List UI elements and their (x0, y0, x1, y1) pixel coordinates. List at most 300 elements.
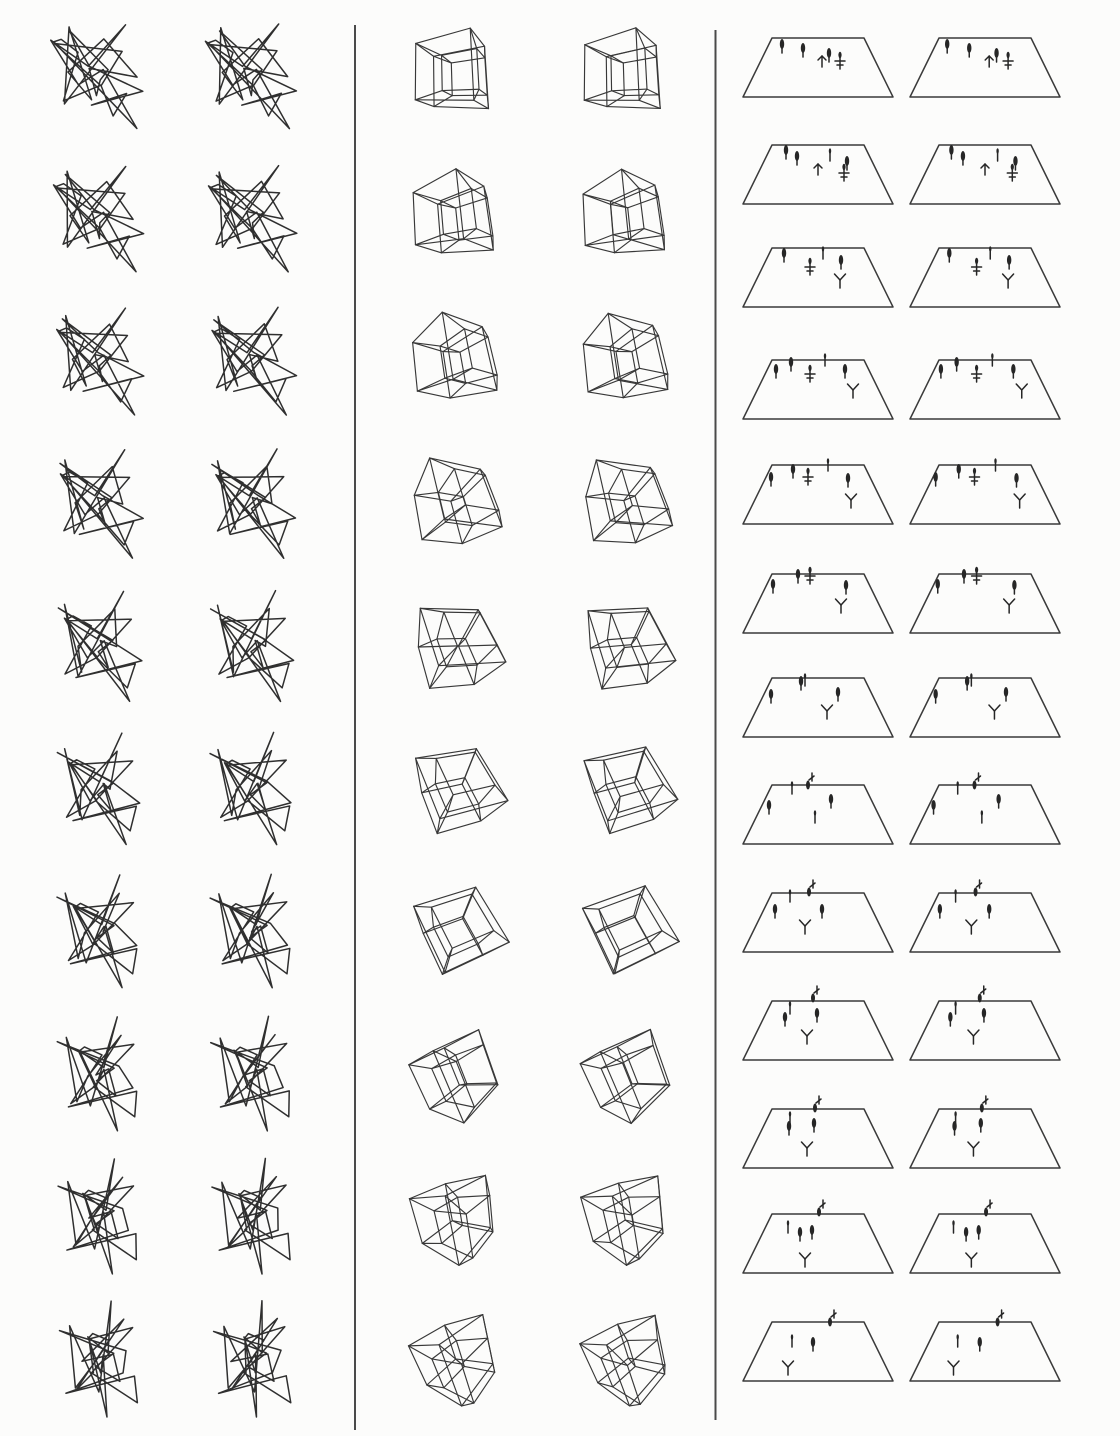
plant-glyph-leafy (973, 773, 981, 790)
plant-glyph-leaf (799, 676, 803, 690)
hypercube-edge (624, 95, 659, 96)
plant-glyph-yfork (848, 384, 859, 398)
hypercube-edge (585, 28, 636, 45)
hypercube-edge (583, 344, 588, 392)
plant-glyph-leaf (789, 357, 793, 371)
hypercube-edge (583, 313, 608, 344)
hypercube-edge (608, 313, 632, 328)
plant-glyph-stem (981, 810, 983, 823)
ground-plane-frame (743, 1310, 893, 1381)
hypercube-edge (462, 527, 502, 544)
stereo-pair-row (413, 169, 664, 253)
plant-glyph-yfork (783, 1361, 794, 1375)
hypercube-edge (441, 240, 459, 253)
hypercube-edge (580, 1047, 617, 1064)
hypercube-edge (622, 169, 629, 239)
plant-glyph-leaf (783, 1012, 787, 1026)
hypercube-edge (612, 89, 647, 91)
plant-glyph-leaf (938, 904, 942, 918)
hypercube-edge (463, 916, 478, 943)
stereo-pair-row (743, 145, 1060, 204)
random-polyline-pairs (51, 24, 297, 1417)
plant-glyph-stroke (948, 1361, 954, 1367)
plant-glyph-leaf (811, 994, 815, 1003)
hypercube-edge (599, 894, 640, 909)
ground-plane-outline (743, 1109, 893, 1168)
plant-glyph-stroke (827, 705, 833, 711)
hypercube-edge (408, 1325, 444, 1346)
hypercube-edge (580, 1052, 600, 1064)
stereo-pair-row (57, 874, 290, 987)
plant-glyph-stroke (840, 274, 846, 280)
ground-plane-frame (910, 1200, 1060, 1273)
hypercube-edge (622, 169, 639, 188)
hypercube-edge (443, 229, 476, 235)
plant-glyph-leaf (836, 687, 840, 701)
hypercube-edge (644, 509, 669, 525)
hypercube-edge (430, 458, 481, 469)
stereo-pair-row (743, 986, 1060, 1060)
random-polyline-frame (60, 450, 143, 558)
plant-glyph-leaf (1007, 52, 1010, 58)
random-polyline-frame (211, 591, 294, 702)
plant-glyph-leaf (975, 365, 978, 371)
hypercube-edge (415, 245, 441, 253)
hypercube-edge (636, 751, 644, 777)
plant-glyph-stem (954, 1001, 956, 1014)
random-polyline-frame (210, 874, 290, 987)
hypercube-edge (631, 1085, 670, 1123)
hypercube-edge (462, 1225, 493, 1231)
plant-glyph-stroke (968, 1030, 974, 1036)
ground-plane-frame (743, 986, 893, 1060)
hypercube-edge (442, 55, 443, 90)
hypercube-edge (644, 751, 664, 784)
hypercube-edge (445, 1175, 485, 1196)
plant-glyph-leaf (782, 248, 786, 262)
plant-glyph-leaf (787, 1121, 791, 1135)
ground-plane-outline (910, 38, 1060, 97)
ground-plane-outline (743, 38, 893, 97)
plant-glyph-yfork (1016, 384, 1027, 398)
plant-glyph-leaf (973, 468, 976, 474)
plant-glyph-cross (1003, 52, 1013, 69)
plant-glyph-leafy (811, 986, 819, 1003)
plant-glyph-leaf (961, 151, 965, 165)
hypercube-edge (641, 1084, 667, 1109)
hypercube-frame (416, 749, 508, 834)
random-polyline-frame (205, 24, 296, 129)
plant-glyph-leaf (815, 1008, 819, 1022)
plant-glyph-stroke (807, 1142, 813, 1148)
hypercube-edge (611, 613, 624, 647)
stereo-pair-row (743, 38, 1060, 97)
hypercube-edge (415, 100, 434, 107)
hypercube-edge (433, 916, 463, 927)
hypercube-edge (465, 638, 477, 665)
ground-plane-outline (910, 1109, 1060, 1168)
ground-plane-outline (743, 360, 893, 419)
ground-plane-outline (743, 893, 893, 952)
hypercube-edge (626, 1259, 639, 1265)
hypercube-edge (466, 1195, 490, 1214)
hypercube-edge (476, 749, 508, 801)
hypercube-edge (600, 1029, 650, 1051)
plant-glyph-leaf (939, 364, 943, 378)
plant-glyph-cross (835, 52, 845, 69)
hypercube-edge (418, 647, 429, 688)
plant-glyph-stem (789, 889, 791, 902)
hypercube-edge (594, 793, 610, 833)
random-polyline-frame (212, 1158, 290, 1274)
hypercube-edge (586, 460, 597, 497)
random-polyline-frame (209, 166, 297, 272)
plant-glyph-leaf (936, 579, 940, 593)
hypercube-edge (580, 1324, 618, 1344)
ground-plane-frame (910, 986, 1060, 1060)
hypercube-edge (637, 611, 649, 637)
hypercube-edge (446, 1084, 467, 1102)
plant-glyph-leaf (769, 472, 773, 486)
hypercube-edge (628, 197, 659, 208)
plant-glyph-leafy (996, 1310, 1004, 1327)
plant-glyph-stroke (841, 599, 847, 605)
hypercube-frame (583, 169, 664, 253)
plant-glyph-leaf (996, 794, 1000, 808)
ground-plane-outline (910, 893, 1060, 952)
plant-glyph-stroke (835, 274, 841, 280)
ground-plane-frame (910, 1310, 1060, 1381)
hypercube-edge (433, 1030, 478, 1051)
plant-glyph-leaf (828, 1318, 832, 1327)
hypercube-edge (604, 916, 634, 928)
plant-glyph-leaf (808, 365, 811, 371)
hypercube-edge (467, 1083, 497, 1084)
plant-glyph-stem (791, 781, 793, 794)
hypercube-edge (413, 343, 418, 392)
hypercube-edge (434, 1211, 442, 1244)
hypercube-edge (485, 1175, 490, 1227)
plant-glyph-stroke (848, 384, 854, 390)
plant-glyph-stroke (853, 384, 859, 390)
plant-glyph-leafy (974, 880, 982, 897)
hypercube-edge (456, 169, 484, 187)
hypercube-edge (444, 612, 480, 613)
plant-glyph-leaf (982, 1008, 986, 1022)
hypercube-edge (588, 608, 648, 611)
plant-glyph-stroke (971, 1253, 977, 1259)
plant-glyph-leaf (784, 145, 788, 159)
hypercube-edge (580, 1064, 600, 1108)
hypercube-edge (413, 193, 415, 245)
hypercube-edge (422, 793, 437, 834)
hypercube-edge (616, 506, 633, 523)
plant-glyph-leaf (844, 580, 848, 594)
hypercube-edge (474, 1083, 496, 1107)
plant-glyph-leaf (978, 1337, 982, 1351)
hypercube-edge (415, 91, 442, 100)
hypercube-edge (409, 1065, 432, 1069)
stereo-pair-row (57, 732, 291, 844)
hypercube-edge (645, 886, 679, 942)
stereo-pair-row (743, 567, 1060, 633)
plant-glyph-stroke (802, 1142, 808, 1148)
plant-glyph-stem (970, 673, 972, 686)
stereo-pair-row (415, 28, 660, 109)
hypercube-edge (618, 1315, 655, 1324)
hypercube-edge (459, 1258, 473, 1265)
hypercube-edge (583, 908, 599, 909)
plant-glyph-stroke (800, 1253, 806, 1259)
ground-plane-frame (910, 673, 1060, 737)
random-polyline-frame (214, 1301, 291, 1417)
ground-plane-frame (743, 567, 893, 633)
plant-glyph-yfork (1014, 494, 1025, 508)
stereo-pair-row (57, 307, 297, 415)
plant-glyph-stroke (1016, 384, 1022, 390)
hypercube-frame (409, 1175, 493, 1265)
plant-glyph-cross (972, 365, 982, 382)
hypercube-frame (584, 28, 660, 109)
plant-glyph-yfork (846, 494, 857, 508)
plant-glyph-leaf (780, 39, 784, 53)
hypercube-edge (632, 506, 668, 509)
stereo-pair-row (414, 886, 680, 975)
hypercube-edge (470, 28, 484, 46)
ground-plane-frame (743, 353, 893, 419)
plant-glyph-leaf (1011, 364, 1015, 378)
plant-glyph-cross (805, 365, 815, 382)
hypercube-edge (463, 887, 476, 919)
hypercube-edge (662, 931, 679, 942)
plant-glyph-stroke (807, 1030, 813, 1036)
random-polyline-frame (57, 875, 137, 988)
hypercube-edge (627, 1365, 640, 1404)
plant-glyph-stroke (1009, 599, 1015, 605)
hypercube-edge (474, 665, 477, 684)
hypercube-frame (588, 608, 676, 689)
plant-glyph-leafy (806, 773, 814, 790)
hypercube-edge (612, 91, 625, 96)
ground-plane-frame (910, 880, 1060, 952)
hypercube-edge (438, 204, 442, 253)
hypercube-edge (581, 1196, 613, 1197)
hypercube-edge (418, 646, 458, 647)
plant-glyph-stroke (1020, 494, 1026, 500)
plant-glyph-cross (805, 258, 815, 275)
hypercube-edge (418, 639, 437, 647)
hypercube-edge (604, 751, 644, 760)
hypercube-frame (580, 1315, 665, 1406)
hypercube-edge (617, 648, 625, 668)
hypercube-edge (603, 1210, 611, 1242)
plant-glyph-leaf (842, 164, 845, 170)
hypercube-edge (647, 89, 659, 95)
stereo-pair-row (743, 1310, 1060, 1381)
hypercube-edge (606, 57, 607, 107)
hypercube-edge (413, 169, 456, 193)
plant-glyph-leaf (977, 1225, 981, 1239)
plant-glyph-leaf (954, 357, 958, 371)
random-polyline-frame (212, 307, 297, 415)
plant-glyph-stroke (805, 920, 811, 926)
hypercube-edge (584, 747, 646, 761)
hypercube-edge (646, 747, 678, 799)
hypercube-frame (415, 28, 488, 108)
plant-glyph-leaf (813, 1104, 817, 1113)
hypercube-edge (596, 460, 650, 468)
hypercube-edge (611, 56, 612, 91)
ground-plane-frame (910, 38, 1060, 97)
plant-glyph-cross (972, 258, 982, 275)
hypercube-edge (416, 43, 442, 55)
hypercube-edge (584, 761, 594, 794)
hypercube-edge (430, 667, 447, 689)
hypercube-edge (434, 107, 488, 109)
hypercube-edge (584, 91, 611, 100)
plant-glyph-cross (970, 468, 980, 485)
plant-glyph-sprout (985, 56, 993, 67)
hypercube-edge (417, 391, 450, 398)
hypercube-edge (466, 1214, 473, 1258)
ground-plane-frame (910, 1096, 1060, 1168)
stereo-pair-row (743, 246, 1060, 307)
hypercube-edge (635, 496, 644, 525)
hypercube-edge (443, 352, 460, 353)
hypercube-edge (474, 1372, 495, 1403)
hypercube-edge (655, 185, 665, 250)
hypercube-edge (465, 613, 480, 639)
hypercube-edge (601, 1063, 622, 1068)
plant-glyph-leaf (810, 1225, 814, 1239)
hypercube-edge (607, 107, 660, 109)
stereo-pair-row (413, 312, 668, 398)
plant-glyph-stem (996, 148, 998, 161)
hypercube-edge (610, 185, 654, 204)
hypercube-edge (596, 460, 610, 521)
plant-glyph-leaf (807, 888, 811, 897)
hypercube-edge (437, 612, 444, 639)
plant-glyph-yfork (822, 705, 833, 719)
stereo-pair-row (60, 449, 295, 558)
hypercube-edge (460, 337, 488, 352)
hypercube-edge (493, 1364, 495, 1372)
hypercube-edge (458, 645, 498, 646)
ground-plane-frame (910, 145, 1060, 204)
hypercube-frame (580, 1029, 670, 1123)
hypercube-edge (581, 1183, 619, 1197)
hypercube-edge (622, 169, 655, 185)
plant-glyph-leafy (828, 1310, 836, 1327)
hypercube-edge (649, 931, 662, 943)
plant-glyph-stem (822, 246, 824, 259)
plant-glyph-stroke (954, 1361, 960, 1367)
stereo-pair-row (743, 1096, 1060, 1168)
hypercube-pairs (408, 28, 679, 1406)
hypercube-edge (630, 1365, 665, 1406)
hypercube-edge (618, 803, 650, 813)
hypercube-edge (483, 1315, 493, 1364)
random-polyline-frame (57, 308, 144, 415)
plant-glyph-leaf (771, 579, 775, 593)
ground-plane-frame (910, 353, 1060, 419)
random-polyline-frame (211, 1016, 289, 1131)
plant-glyph-sprout (818, 56, 826, 67)
hypercube-edge (431, 894, 472, 907)
ground-plane-outline (743, 678, 893, 737)
plant-glyph-yfork (966, 1253, 977, 1267)
hypercube-edge (623, 57, 656, 63)
plant-glyph-leaf (965, 676, 969, 690)
hypercube-edge (583, 194, 610, 204)
hypercube-edge (585, 245, 614, 252)
plant-glyph-leaf (798, 1227, 802, 1241)
ground-plane-outline (910, 574, 1060, 633)
plant-glyph-leaf (975, 258, 978, 264)
hypercube-edge (409, 1199, 434, 1211)
plant-glyph-leaf (846, 473, 850, 487)
plant-glyph-leaf (774, 364, 778, 378)
ground-plane-frame (910, 773, 1060, 844)
hypercube-edge (430, 1085, 460, 1109)
hypercube-edge (648, 644, 666, 664)
plant-glyph-yfork (989, 705, 1000, 719)
hypercube-edge (604, 928, 619, 958)
plant-glyph-stroke (1022, 384, 1028, 390)
hypercube-edge (483, 1045, 496, 1083)
hypercube-edge (452, 1221, 490, 1228)
hypercube-edge (596, 933, 615, 973)
hypercube-edge (414, 492, 438, 495)
stereo-pair-row (414, 458, 672, 544)
plant-glyph-stroke (846, 494, 852, 500)
stereo-pair-row (743, 673, 1060, 737)
hypercube-edge (609, 493, 635, 496)
hypercube-edge (416, 758, 422, 793)
hypercube-edge (584, 100, 607, 106)
plant-glyph-yfork (835, 274, 846, 288)
hypercube-frame (586, 460, 673, 543)
hypercube-edge (636, 28, 656, 45)
ground-plane-frame (743, 673, 893, 737)
hypercube-edge (626, 1229, 662, 1266)
plant-glyph-leaf (933, 689, 937, 703)
ground-plane-frame (743, 1200, 893, 1273)
plant-glyph-leaf (975, 567, 978, 573)
hypercube-edge (456, 169, 464, 239)
plant-glyph-stroke (802, 1030, 808, 1036)
hypercube-edge (654, 799, 678, 819)
stereo-pair-row (51, 24, 297, 129)
hypercube-edge (440, 329, 464, 346)
hypercube-edge (604, 760, 621, 796)
plant-glyph-stroke (1008, 274, 1014, 280)
plant-glyph-leaf (964, 1227, 968, 1241)
hypercube-edge (607, 613, 611, 639)
plant-glyph-stroke (966, 920, 972, 926)
plant-glyph-leaf (838, 52, 841, 58)
hypercube-edge (580, 1064, 601, 1069)
plant-glyph-stroke (1003, 274, 1009, 280)
plant-glyph-leaf (1007, 255, 1011, 269)
hypercube-frame (583, 886, 680, 974)
stereo-pair-row (409, 1029, 670, 1123)
ground-plane-outline (910, 465, 1060, 524)
plant-glyph-leaf (994, 48, 998, 62)
ground-plane-outline (743, 574, 893, 633)
hypercube-edge (463, 894, 472, 916)
hypercube-edge (640, 894, 662, 931)
